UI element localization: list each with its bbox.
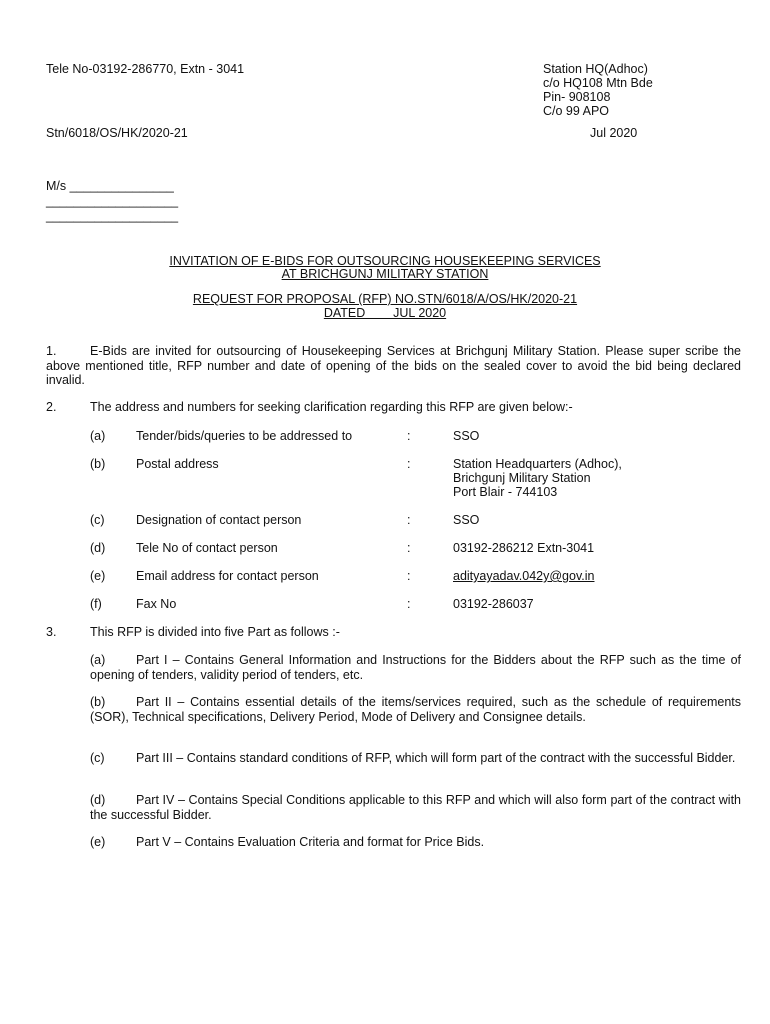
row-value: Station Headquarters (Adhoc), <box>453 457 622 471</box>
row-separator: : <box>407 457 411 471</box>
row-value: SSO <box>453 513 480 527</box>
row-value: 03192-286212 Extn-3041 <box>453 541 595 555</box>
paragraph-number: 2. <box>46 400 57 414</box>
row-id: (c) <box>90 513 105 527</box>
email-link[interactable]: adityayadav.042y@gov.in <box>453 569 595 583</box>
row-label: Email address for contact person <box>136 569 319 583</box>
row-label: Fax No <box>136 597 177 611</box>
row-id: (e) <box>90 569 106 583</box>
item-text: Part IV – Contains Special Conditions applicable to this RFP and which will also form part of the contract with the successful Bidder. <box>90 793 741 822</box>
row-id: (a) <box>90 429 106 443</box>
title-line: AT BRICHGUNJ MILITARY STATION <box>281 267 489 281</box>
sender-address <box>543 62 653 118</box>
address-line: c/o HQ108 Mtn Bde <box>543 76 653 90</box>
reference-number: Stn/6018/OS/HK/2020-21 <box>46 126 188 140</box>
item-text: Part III – Contains standard conditions of RFP, which will form part of the contract with the successful Bidder. <box>136 751 736 765</box>
part-item <box>90 653 741 682</box>
part-item <box>90 751 741 766</box>
item-text: Part I – Contains General Information and Instructions for the Bidders about the RFP such as the time of opening of tenders, validity period of tenders, etc. <box>90 653 741 682</box>
paragraph-text: E-Bids are invited for outsourcing of Housekeeping Services at Brichgunj Military Station. Please super scribe the above mentioned title, RFP number and date of opening of the bids on the sealed cover to avoid the bid being declared invalid. <box>46 344 741 387</box>
row-value: Brichgunj Military Station <box>453 471 591 485</box>
row-value: Port Blair - 744103 <box>453 485 558 499</box>
item-id: (e) <box>90 835 106 849</box>
row-label: Tele No of contact person <box>136 541 278 555</box>
rfp-date-line: DATED JUL 2020 <box>323 306 447 320</box>
row-separator: : <box>407 541 411 555</box>
addressee-line: ___________________ <box>46 194 179 208</box>
paragraph-1 <box>46 344 741 388</box>
item-id: (b) <box>90 695 106 709</box>
rfp-heading <box>0 306 770 320</box>
addressee-line: ___________________ <box>46 209 179 223</box>
addressee-line: M/s _______________ <box>46 179 174 193</box>
item-id: (a) <box>90 653 106 667</box>
row-id: (d) <box>90 541 106 555</box>
part-item <box>90 793 741 822</box>
letter-date: Jul 2020 <box>590 126 638 140</box>
row-separator: : <box>407 597 411 611</box>
part-item <box>90 835 741 850</box>
title-line: INVITATION OF E-BIDS FOR OUTSOURCING HOUSEKEEPING SERVICES <box>169 254 601 268</box>
paragraph-number: 1. <box>46 344 57 358</box>
part-item <box>90 695 741 724</box>
row-value: SSO <box>453 429 480 443</box>
row-value: 03192-286037 <box>453 597 534 611</box>
item-text: Part V – Contains Evaluation Criteria and format for Price Bids. <box>136 835 485 849</box>
rfp-line: REQUEST FOR PROPOSAL (RFP) NO.STN/6018/A/OS/HK/2020-21 <box>192 292 578 306</box>
rfp-heading <box>0 292 770 306</box>
row-separator: : <box>407 569 411 583</box>
row-id: (f) <box>90 597 102 611</box>
item-id: (d) <box>90 793 106 807</box>
title-heading <box>0 254 770 268</box>
title-heading <box>0 267 770 281</box>
address-line: C/o 99 APO <box>543 104 610 118</box>
address-line: Pin- 908108 <box>543 90 611 104</box>
row-label: Tender/bids/queries to be addressed to <box>136 429 353 443</box>
tele-number: Tele No-03192-286770, Extn - 3041 <box>46 62 245 76</box>
paragraph-text: This RFP is divided into five Part as follows :- <box>90 625 340 639</box>
row-label: Postal address <box>136 457 219 471</box>
row-separator: : <box>407 429 411 443</box>
item-text: Part II – Contains essential details of the items/services required, such as the schedule of requirements (SOR), Technical specifications, Delivery Period, Mode of Delivery and Consignee details. <box>90 695 741 724</box>
row-id: (b) <box>90 457 106 471</box>
paragraph-number: 3. <box>46 625 57 639</box>
row-label: Designation of contact person <box>136 513 302 527</box>
row-separator: : <box>407 513 411 527</box>
address-line: Station HQ(Adhoc) <box>543 62 648 76</box>
paragraph-text: The address and numbers for seeking clarification regarding this RFP are given below:- <box>90 400 573 414</box>
item-id: (c) <box>90 751 105 765</box>
